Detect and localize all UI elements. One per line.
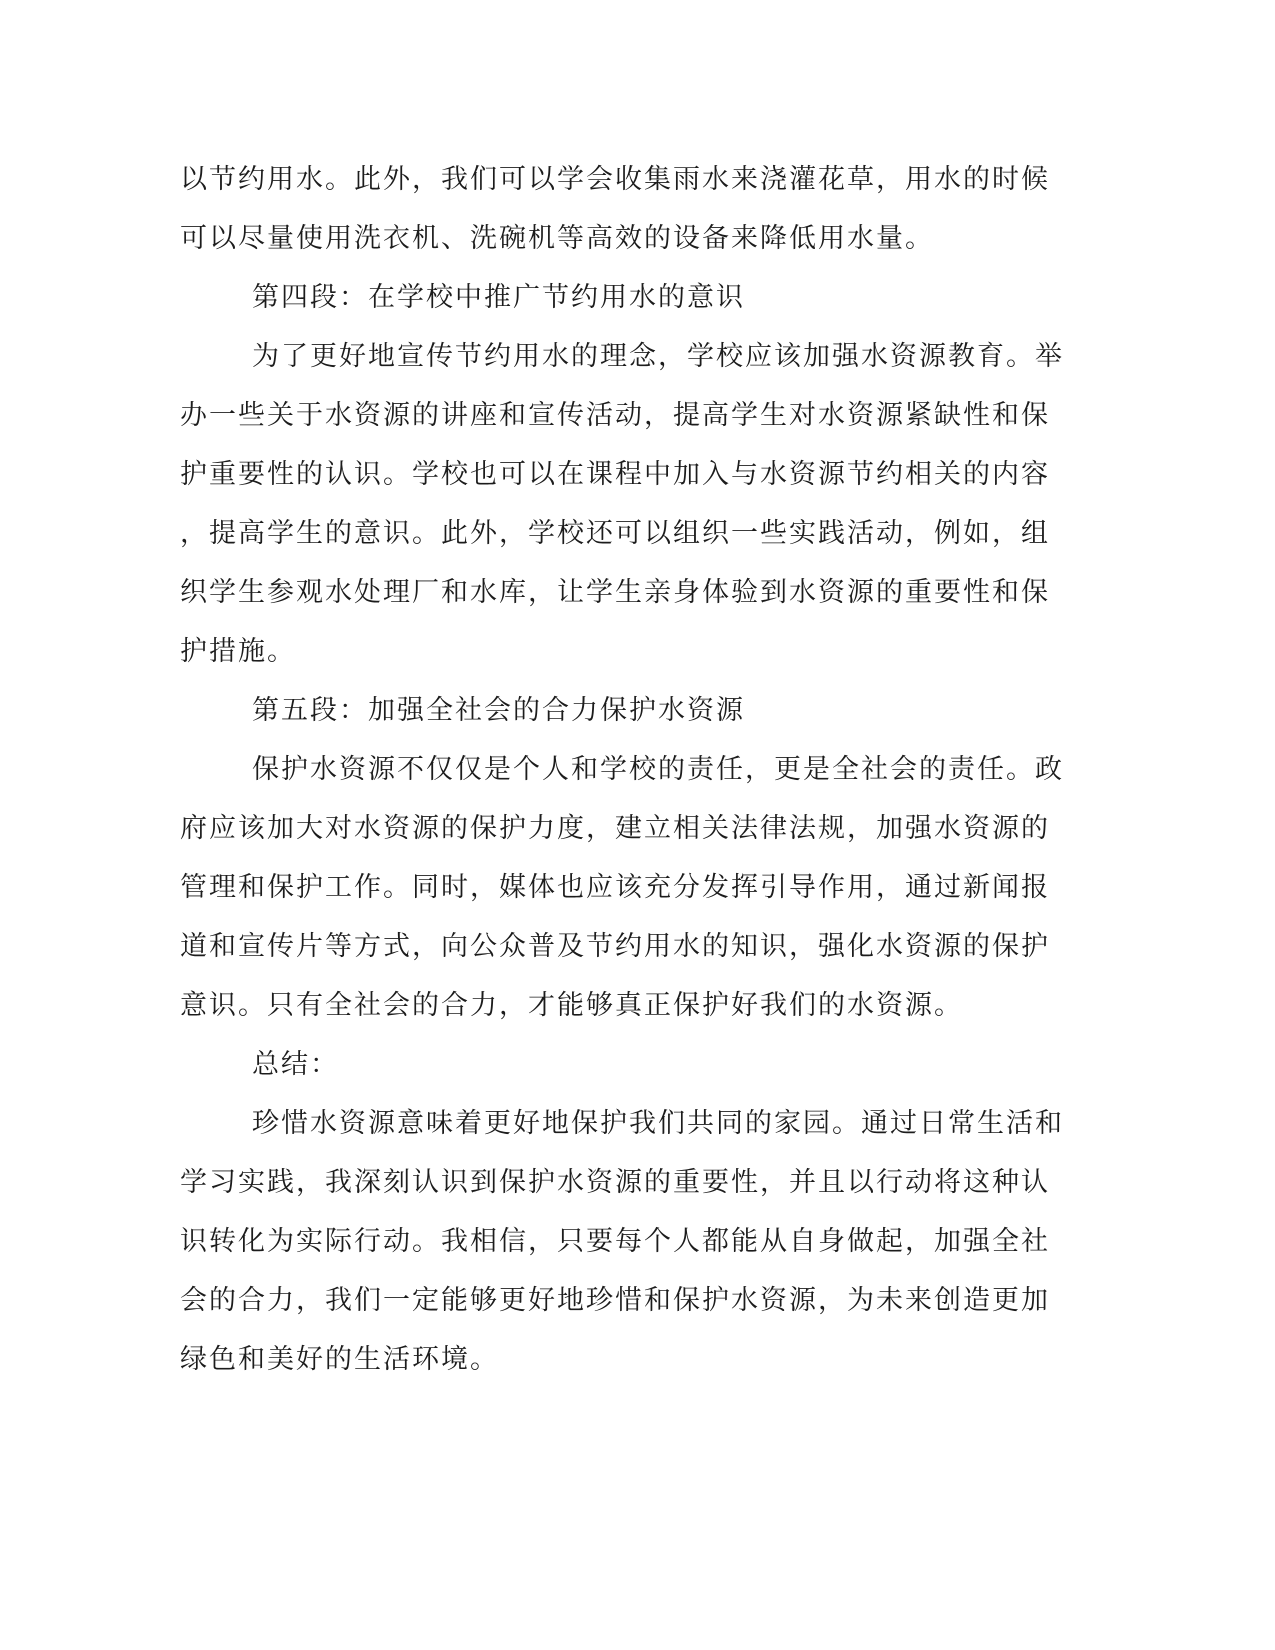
body-text-line: 以节约用水。此外，我们可以学会收集雨水来浇灌花草，用水的时候 bbox=[180, 164, 1050, 195]
section-heading-5: 第五段：加强全社会的合力保护水资源 bbox=[252, 695, 745, 726]
body-text-line: 护措施。 bbox=[180, 636, 296, 667]
body-text-line: 珍惜水资源意味着更好地保护我们共同的家园。通过日常生活和 bbox=[252, 1108, 1064, 1139]
body-text-line: 可以尽量使用洗衣机、洗碗机等高效的设备来降低用水量。 bbox=[180, 223, 934, 254]
body-text-line: 护重要性的认识。学校也可以在课程中加入与水资源节约相关的内容 bbox=[180, 459, 1050, 490]
summary-heading: 总结： bbox=[252, 1049, 339, 1080]
body-text-line: 办一些关于水资源的讲座和宣传活动，提高学生对水资源紧缺性和保 bbox=[180, 400, 1050, 431]
body-text-line: 道和宣传片等方式，向公众普及节约用水的知识，强化水资源的保护 bbox=[180, 931, 1050, 962]
body-text-line: 学习实践，我深刻认识到保护水资源的重要性，并且以行动将这种认 bbox=[180, 1167, 1050, 1198]
body-text-line: 府应该加大对水资源的保护力度，建立相关法律法规，加强水资源的 bbox=[180, 813, 1050, 844]
body-text-line: 意识。只有全社会的合力，才能够真正保护好我们的水资源。 bbox=[180, 990, 963, 1021]
body-text-line: ，提高学生的意识。此外，学校还可以组织一些实践活动，例如，组 bbox=[180, 518, 1050, 549]
body-text-line: 管理和保护工作。同时，媒体也应该充分发挥引导作用，通过新闻报 bbox=[180, 872, 1050, 903]
document-body bbox=[180, 150, 1064, 1389]
body-text-line: 识转化为实际行动。我相信，只要每个人都能从自身做起，加强全社 bbox=[180, 1226, 1050, 1257]
body-text-line: 织学生参观水处理厂和水库，让学生亲身体验到水资源的重要性和保 bbox=[180, 577, 1050, 608]
body-text-line: 会的合力，我们一定能够更好地珍惜和保护水资源，为未来创造更加 bbox=[180, 1285, 1050, 1316]
body-text-line: 为了更好地宣传节约用水的理念，学校应该加强水资源教育。举 bbox=[252, 341, 1064, 372]
body-text-line: 绿色和美好的生活环境。 bbox=[180, 1344, 499, 1375]
body-text-line: 保护水资源不仅仅是个人和学校的责任，更是全社会的责任。政 bbox=[252, 754, 1064, 785]
section-heading-4: 第四段：在学校中推广节约用水的意识 bbox=[252, 282, 745, 313]
